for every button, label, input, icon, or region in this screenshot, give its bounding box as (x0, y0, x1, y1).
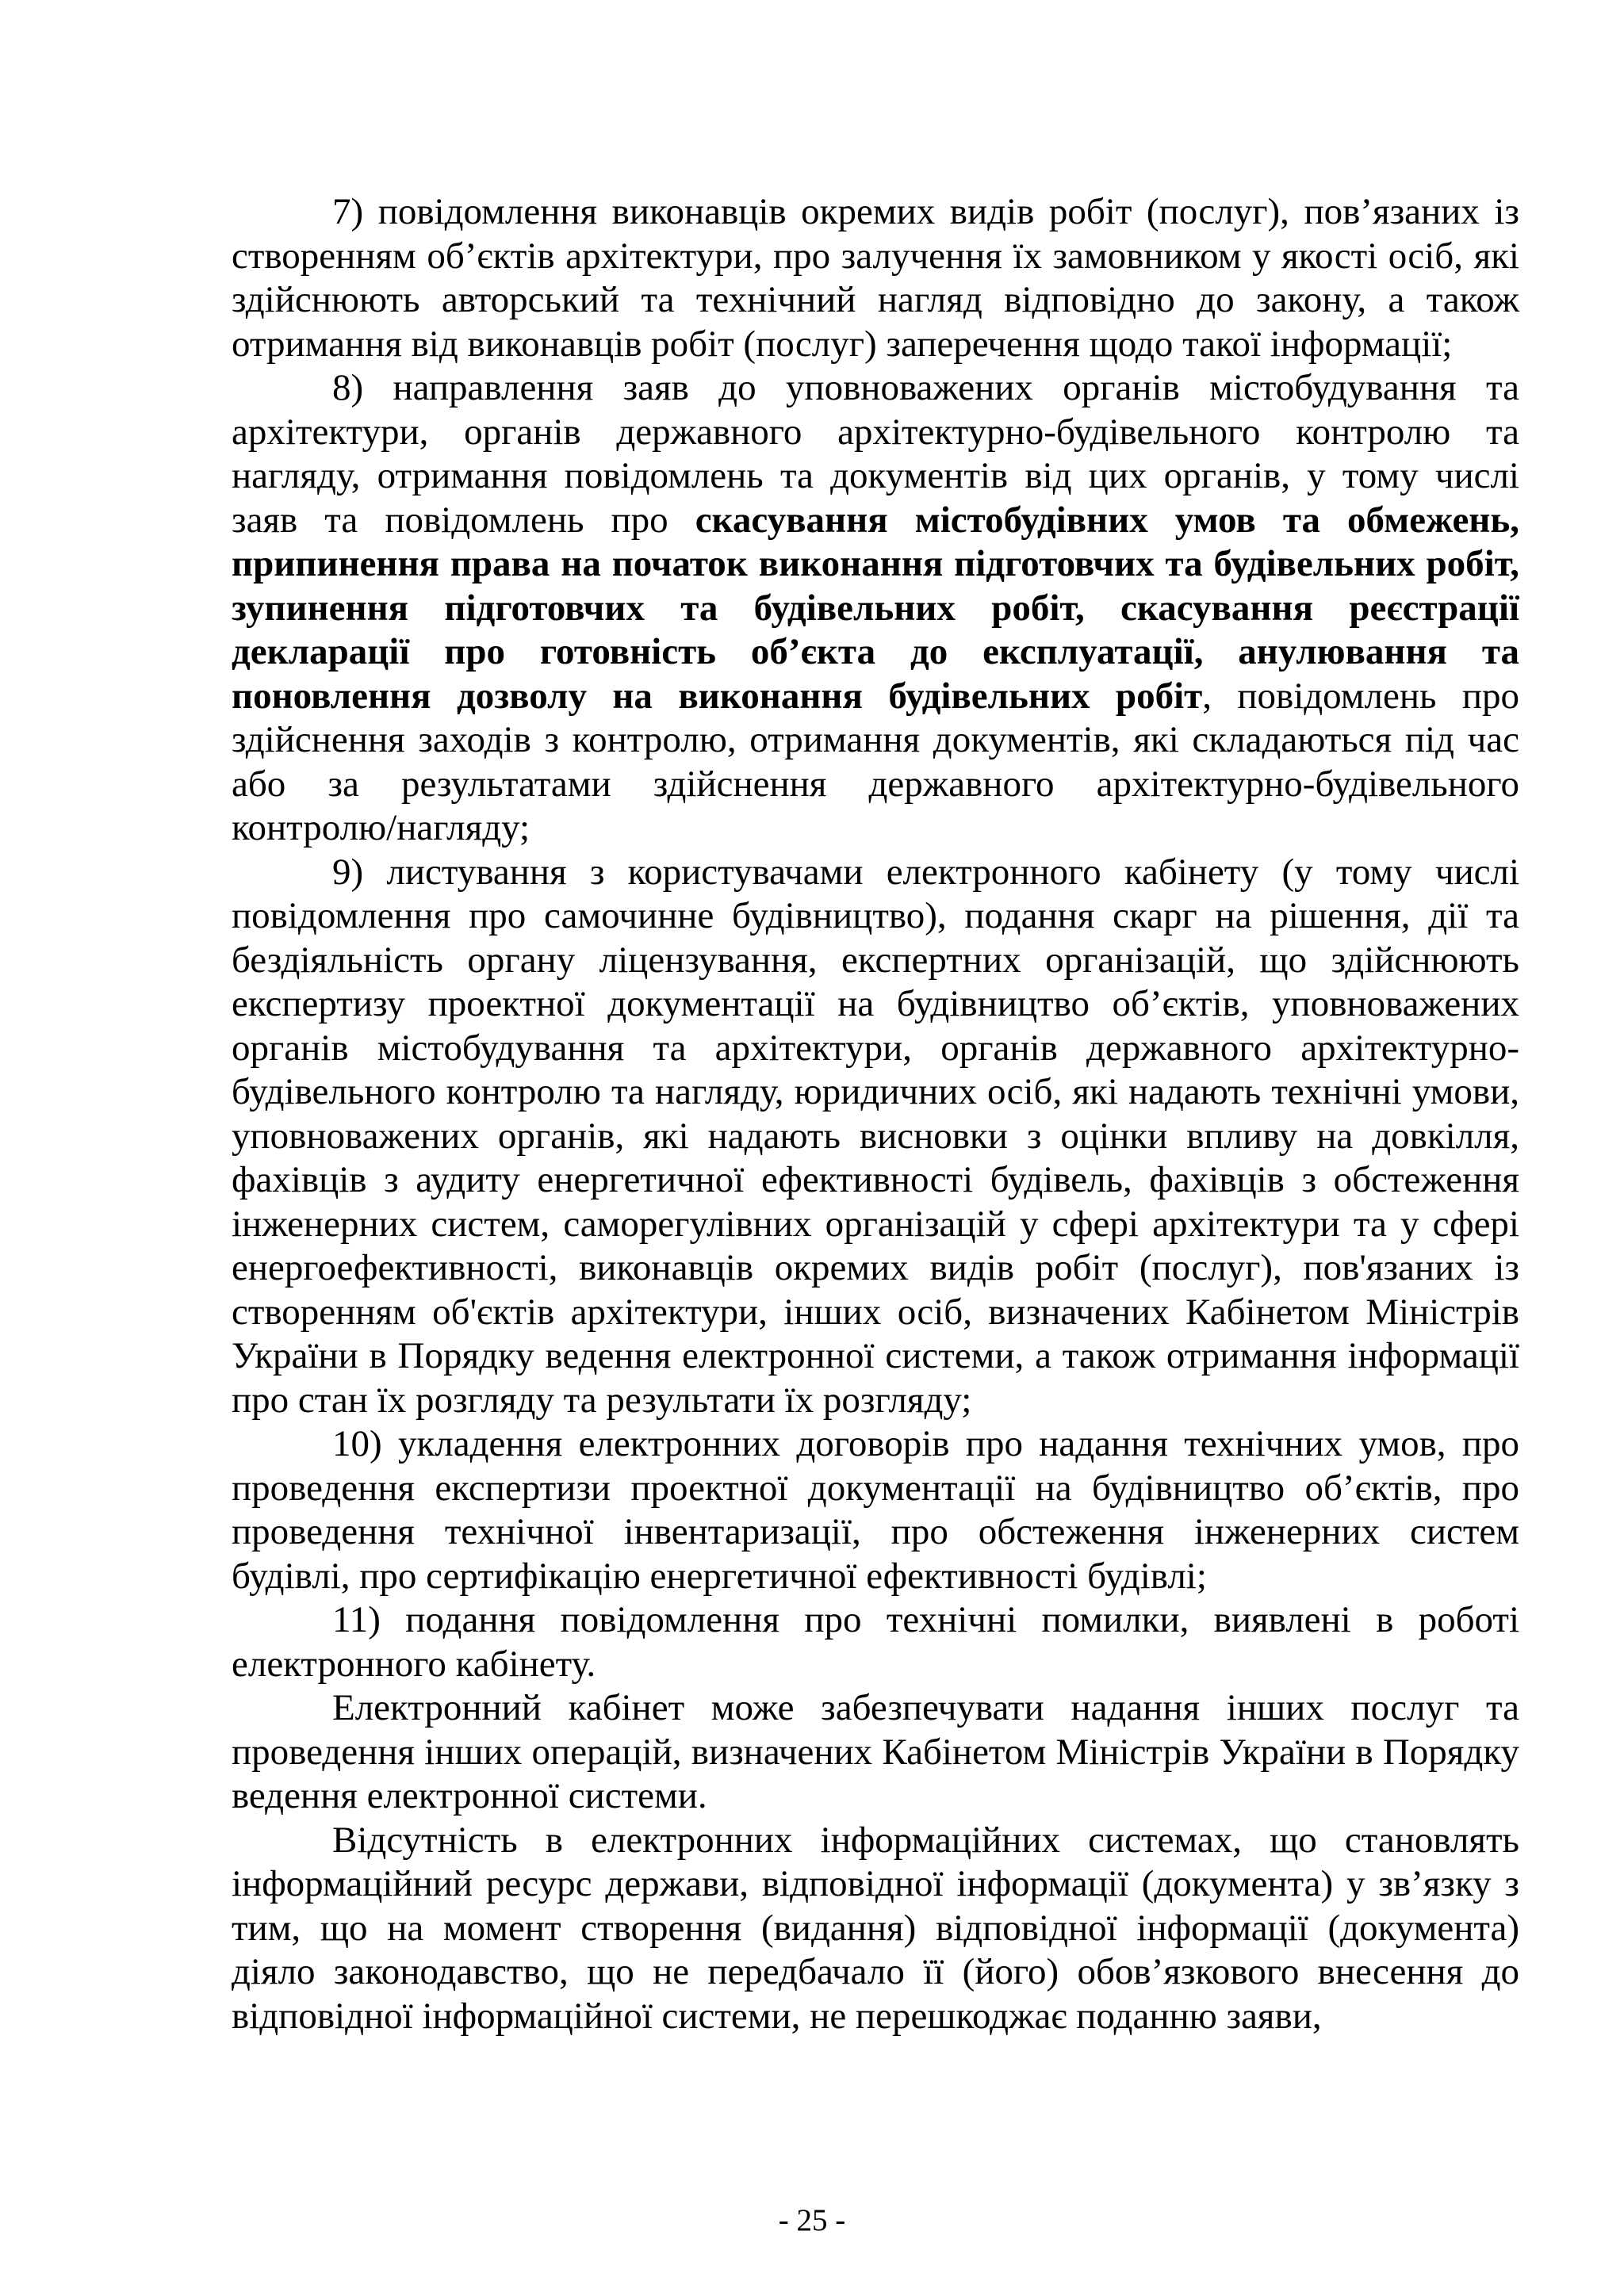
list-item-10: 10) укладення електронних договорів про надання технічних умов, про проведення експертизи проектної документації на будівництво об’єктів, про проведення технічної інвентаризації, про обстеження інженерних систем будівлі, про сертифікацію енергетичної ефективності будівлі; (232, 1423, 1519, 1597)
list-item-8-text-end: , повідомлень про здійснення заходів з контролю, отримання документів, які складаються під час або за результатами здійснення державного архітектурно-будівельного контролю/нагляду; (232, 675, 1519, 848)
paragraph-other-services: Електронний кабінет може забезпечувати надання інших послуг та проведення інших операцій, визначених Кабінетом Міністрів України в Порядку ведення електронної системи. (232, 1687, 1519, 1816)
document-body (232, 190, 1519, 2038)
list-item-7: 7) повідомлення виконавців окремих видів робіт (послуг), пов’язаних із створенням об’єктів архітектури, про залучення їх замовником у якості осіб, які здійснюють авторський та технічний нагляд відповідно до закону, а також отримання від виконавців робіт (послуг) заперечення щодо такої інформації; (232, 191, 1519, 365)
page-number: - 25 - (778, 2203, 846, 2237)
list-item-11: 11) подання повідомлення про технічні помилки, виявлені в роботі електронного кабінету. (232, 1599, 1519, 1685)
list-item-8-bold-text: скасування містобудівних умов та обмежень, припинення права на початок виконання підготовчих та будівельних робіт, зупинення підготовчих та будівельних робіт, скасування реєстрації декларації про готовність об’єкта до експлуатації, анулювання та поновлення дозволу на виконання будівельних робіт (232, 499, 1519, 717)
list-item-8-text-start: 8) направлення заяв до уповноважених органів містобудування та архітектури, органів державного архітектурно-будівельного контролю та нагляду, отримання повідомлень та документів від цих органів, у тому числі заяв та повідомлень про (232, 367, 1519, 541)
list-item-9: 9) листування з користувачами електронного кабінету (у тому числі повідомлення про самочинне будівництво), подання скарг на рішення, дії та бездіяльність органу ліцензування, експертних організацій, що здійснюють експертизу проектної документації на будівництво об’єктів, уповноважених органів містобудування та архітектури, органів державного архітектурно-будівельного контролю та нагляду, юридичних осіб, які надають технічні умови, уповноважених органів, які надають висновки з оцінки впливу на довкілля, фахівців з аудиту енергетичної ефективності будівель, фахівців з обстеження інженерних систем, саморегулівних організацій у сфері архітектури та у сфері енергоефективності, виконавців окремих видів робіт (послуг), пов'язаних із створенням об'єктів архітектури, інших осіб, визначених Кабінетом Міністрів України в Порядку ведення електронної системи, а також отримання інформації про стан їх розгляду та результати їх розгляду; (232, 851, 1519, 1421)
list-item-8 (232, 366, 1519, 851)
paragraph-absence-of-information: Відсутність в електронних інформаційних системах, що становлять інформаційний ресурс держави, відповідної інформації (документа) у зв’язку з тим, що на момент створення (видання) відповідної інформації (документа) діяло законодавство, що не передбачало її (його) обов’язкового внесення до відповідної інформаційної системи, не перешкоджає поданню заяви, (232, 1819, 1519, 2037)
